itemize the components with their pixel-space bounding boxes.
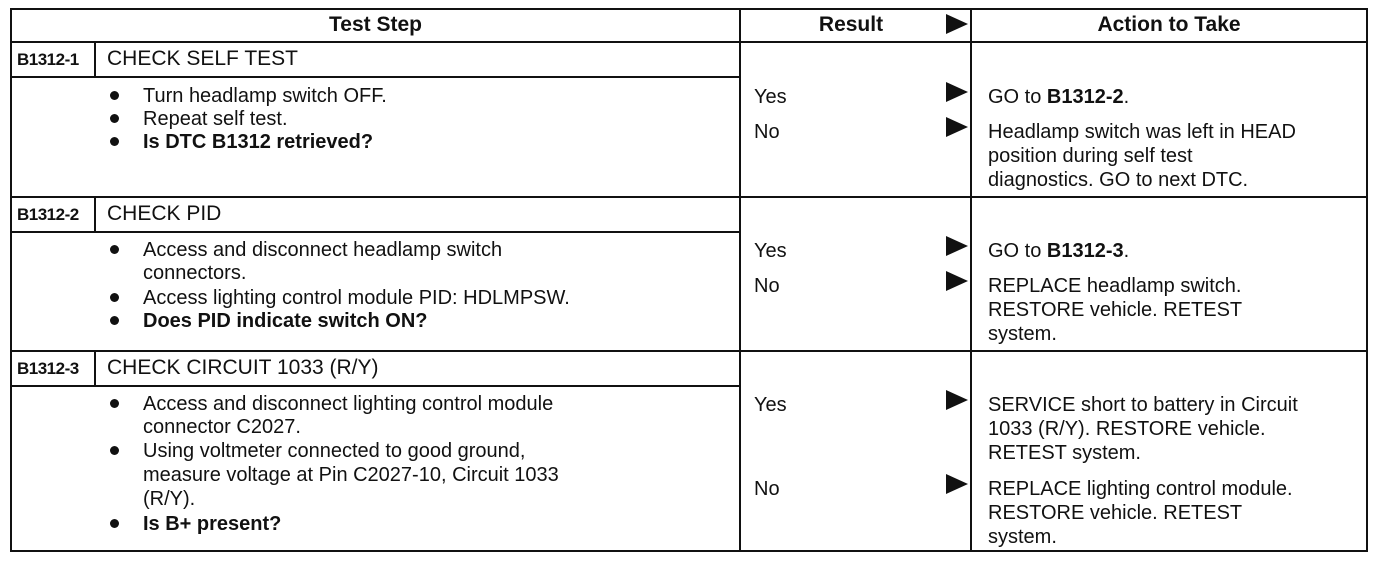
bullet-icon (110, 316, 119, 325)
step-question: Is B+ present? (143, 513, 282, 535)
yes-action (988, 393, 1298, 465)
step1-id-divider (94, 41, 96, 77)
table-left-border (10, 8, 12, 552)
header-result: Result (818, 13, 884, 36)
step-instruction-continued: connectors. (143, 262, 247, 284)
step-instruction-continued: (R/Y). (143, 488, 196, 510)
bullet-icon (110, 245, 119, 254)
bullet-icon (110, 446, 119, 455)
step-title: CHECK CIRCUIT 1033 (R/Y) (107, 356, 379, 379)
no-action (988, 274, 1242, 346)
step-instruction: Using voltmeter connected to good ground, (143, 440, 526, 462)
arrow-right-icon (946, 117, 968, 137)
step-instruction: Access lighting control module PID: HDLMPSW. (143, 287, 570, 309)
yes-action-line: 1033 (R/Y). RESTORE vehicle. (988, 418, 1266, 440)
arrow-right-icon (946, 82, 968, 102)
no-action-line: RESTORE vehicle. RETEST (988, 299, 1243, 321)
step-title: CHECK PID (107, 202, 222, 225)
bullet-icon (110, 114, 119, 123)
step3-id-divider (94, 350, 96, 386)
header-arrow-icon (946, 14, 968, 34)
yes-action-suffix: . (1123, 86, 1130, 108)
yes-action (988, 86, 1129, 109)
step-question: Does PID indicate switch ON? (143, 310, 428, 332)
row1-bottom-border (10, 196, 1368, 198)
step-title: CHECK SELF TEST (107, 47, 298, 70)
step-instruction: Access and disconnect headlamp switch (143, 239, 503, 261)
yes-action-line: SERVICE short to battery in Circuit (988, 394, 1298, 416)
step-id: B1312-3 (17, 359, 79, 378)
no-action (988, 477, 1293, 549)
no-action-line: RESTORE vehicle. RETEST (988, 502, 1243, 524)
bullet-icon (110, 519, 119, 528)
table-top-border (10, 8, 1368, 10)
header-test-step: Test Step (329, 13, 422, 36)
result-divider (970, 8, 972, 552)
step-instruction-continued: measure voltage at Pin C2027-10, Circuit 1033 (143, 464, 559, 486)
step-question: Is DTC B1312 retrieved? (143, 131, 374, 153)
header-action: Action to Take (1097, 13, 1241, 36)
step-id: B1312-2 (17, 205, 79, 224)
step3-title-border (10, 385, 739, 387)
bullet-icon (110, 399, 119, 408)
no-action-line: system. (988, 323, 1057, 345)
yes-action-suffix: . (1123, 240, 1130, 262)
no-action-line: Headlamp switch was left in HEAD (988, 121, 1296, 143)
arrow-right-icon (946, 390, 968, 410)
result-yes: Yes (754, 86, 787, 108)
row2-bottom-border (10, 350, 1368, 352)
yes-action-prefix: GO to (988, 240, 1047, 262)
result-no: No (754, 275, 780, 297)
result-no: No (754, 121, 780, 143)
step-id: B1312-1 (17, 50, 79, 69)
bullet-icon (110, 137, 119, 146)
header-bottom-border (10, 41, 1368, 43)
step2-id-divider (94, 196, 96, 232)
no-action-line: position during self test (988, 145, 1193, 167)
yes-action-prefix: GO to (988, 86, 1047, 108)
step-instruction: Repeat self test. (143, 108, 288, 130)
no-action-line: REPLACE lighting control module. (988, 478, 1293, 500)
step-instruction: Turn headlamp switch OFF. (143, 85, 387, 107)
no-action-line: diagnostics. GO to next DTC. (988, 169, 1249, 191)
arrow-right-icon (946, 236, 968, 256)
yes-action-target: B1312-2 (1046, 86, 1124, 108)
table-bottom-border (10, 550, 1368, 552)
no-action-line: system. (988, 526, 1057, 548)
result-yes: Yes (754, 240, 787, 262)
step-instruction: Access and disconnect lighting control module (143, 393, 554, 415)
yes-action-line: RETEST system. (988, 442, 1141, 464)
yes-action (988, 240, 1129, 263)
step1-title-border (10, 76, 739, 78)
result-yes: Yes (754, 394, 787, 416)
yes-action-target: B1312-3 (1046, 240, 1124, 262)
table-right-border (1366, 8, 1368, 552)
bullet-icon (110, 293, 119, 302)
test-step-divider (739, 8, 741, 552)
no-action (988, 120, 1296, 192)
step2-title-border (10, 231, 739, 233)
bullet-icon (110, 91, 119, 100)
no-action-line: REPLACE headlamp switch. (988, 275, 1242, 297)
arrow-right-icon (946, 474, 968, 494)
result-no: No (754, 478, 780, 500)
step-instruction-continued: connector C2027. (143, 416, 301, 438)
arrow-right-icon (946, 271, 968, 291)
